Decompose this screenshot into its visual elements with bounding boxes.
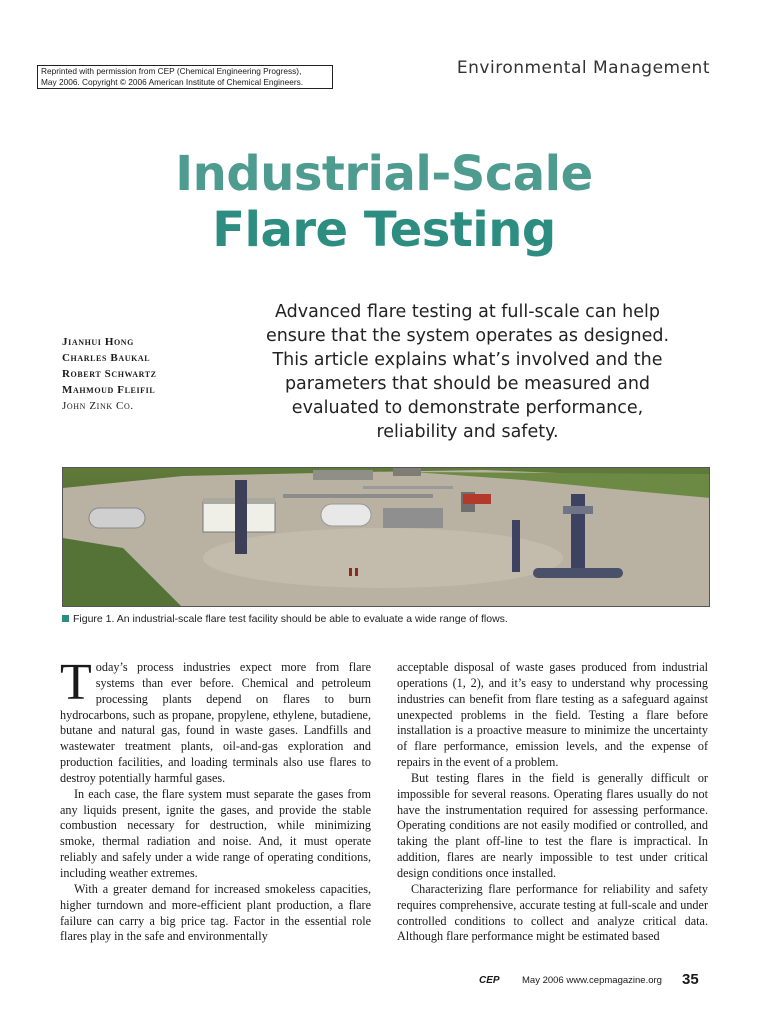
author-name: Jianhui Hong [62,336,135,348]
journal-logo: CEP [479,975,500,986]
body-paragraph: In each case, the flare system must separate the gases from any liquids present, ignite the gases, and provide the stable combustion necessary for destruction, while minimizing smoke, thermal radiation and noise. And, it must operate reliably and safely under a wide range of operating conditions, including weather extremes. [60,786,371,880]
body-column-1 [60,654,371,945]
body-paragraph: acceptable disposal of waste gases produced from industrial operations (1, 2), and it’s easy to understand why processing industries can benefit from flare testing as a safeguard against unexpected problems in the field. Testing a flare before installation is a proactive measure to minimize the uncertainty of flare performance, emission levels, and the expense of repairs in the event of a problem. [397,660,708,770]
author-company: John Zink Co. [62,400,134,412]
page-number: 35 [682,971,699,988]
caption-marker-icon [62,615,69,622]
page-footer [0,971,768,991]
reprint-line-1: Reprinted with permission from CEP (Chemical Engineering Progress), [41,66,302,76]
article-title [0,146,768,258]
body-paragraph: With a greater demand for increased smokeless capacities, higher turndown and more-efficient plant production, a flare failure can carry a big price tag. Factor in the essential role flares play in the safe and environmentally [60,881,371,944]
author-list [62,334,157,414]
author-name: Robert Schwartz [62,368,157,380]
figure-caption [62,613,508,625]
section-header: Environmental Management [456,58,710,78]
article-dek: Advanced flare testing at full-scale can help ensure that the system operates as designed. This article explains what’s involved and the parameters that should be measured and evaluated to demonstrate performance, reliability and safety. [265,302,670,442]
footer-date-url: May 2006 www.cepmagazine.org [522,975,662,986]
caption-text: Figure 1. An industrial-scale flare test facility should be able to evaluate a wide range of flows. [73,613,508,625]
flare-facility-image [63,468,710,607]
title-line-1: Industrial-Scale [175,146,593,202]
body-paragraph: Today’s process industries expect more from flare systems than ever before. Chemical and petroleum processing plants depend on flares to burn hydrocarbons, such as propane, propylene, ethylene, butadiene, butane and natural gas, found in waste gases. Landfills and wastewater treatment plants, oil-and-gas exploration and production facilities, and loading terminals also use flares to destroy potentially harmful gases. [60,654,371,785]
drop-cap: T [60,654,92,711]
body-paragraph: Characterizing flare performance for reliability and safety requires comprehensive, accurate testing at full-scale and under controlled conditions to collect and analyze critical data. Although flare performance might be estimated based [397,881,708,944]
body-paragraph: But testing flares in the field is generally difficult or impossible for several reasons. Operating flares usually do not have the instrumentation required for assessing performance. Operating conditions are not easily modified or controlled, and taking the plant off-line to test the flare is impractical. In addition, flares are nearly impossible to test under critical design conditions once installed. [397,770,708,880]
body-column-2 [397,660,708,945]
author-name: Mahmoud Fleifil [62,384,156,396]
reprint-line-2: May 2006. Copyright © 2006 American Institute of Chemical Engineers. [41,77,304,87]
figure-1-photo [62,467,710,607]
author-name: Charles Baukal [62,352,151,364]
reprint-notice [37,65,333,89]
title-line-2: Flare Testing [212,202,556,258]
